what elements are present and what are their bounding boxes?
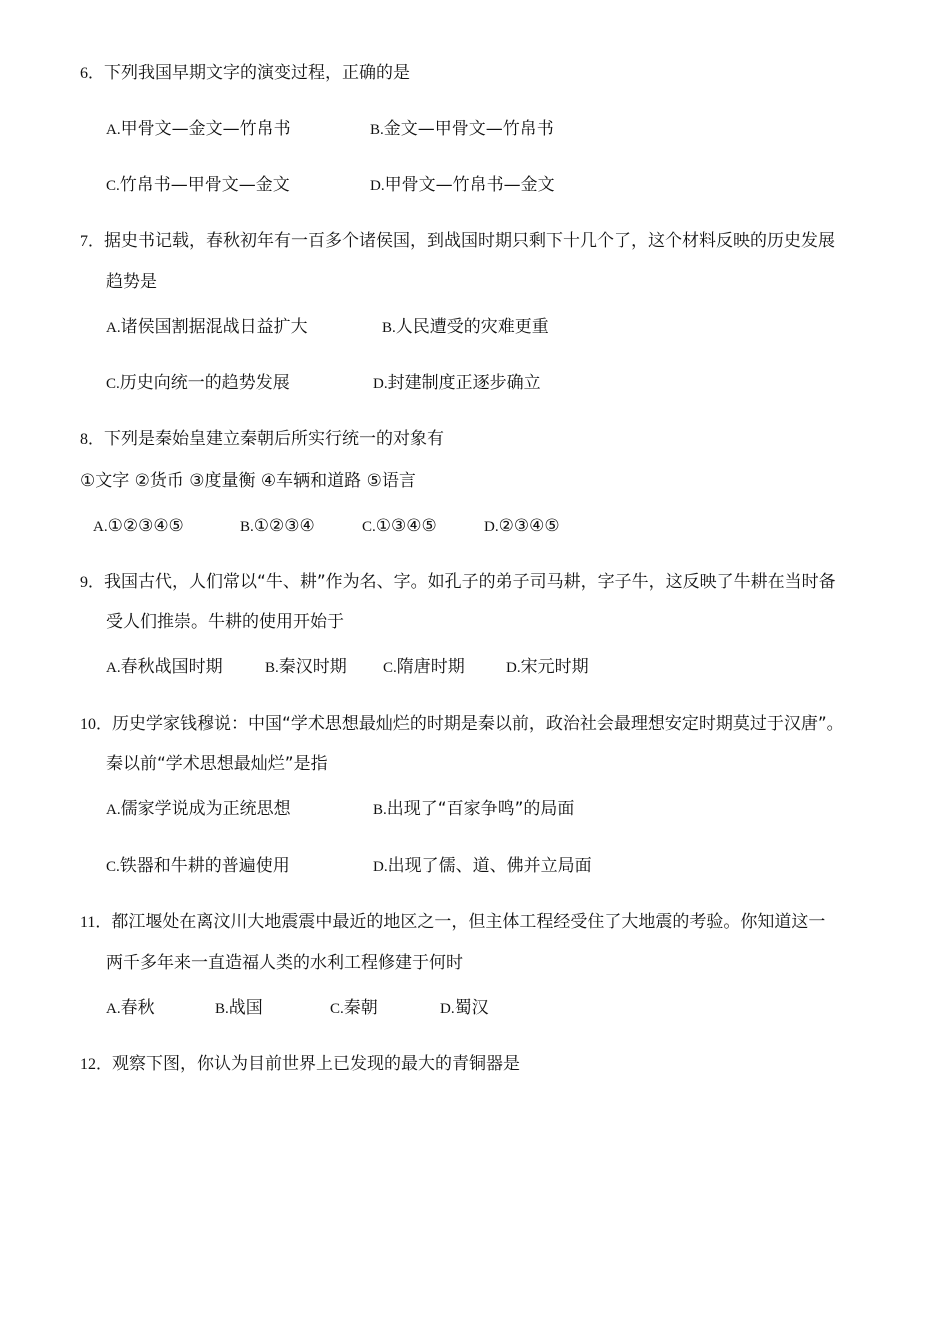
option-text: 儒家学说成为正统思想 <box>120 799 291 819</box>
option-letter: D. <box>506 660 521 676</box>
question-7-stem <box>80 231 835 252</box>
option-letter: B. <box>382 320 396 336</box>
question-text: 历史学家钱穆说：中国“学术思想最灿烂的时期是秦以前，政治社会最理想安定时期莫过于汉唐”。 <box>112 714 844 734</box>
option-letter: D. <box>440 1001 455 1017</box>
option-text: 春秋战国时期 <box>120 657 223 677</box>
question-6-stem <box>80 63 410 84</box>
option-letter: D. <box>370 178 385 194</box>
option-text: 蜀汉 <box>454 998 489 1018</box>
q6-option-b[interactable] <box>370 119 554 140</box>
option-text: ①②③④ <box>253 516 315 536</box>
option-text: 秦汉时期 <box>278 657 347 677</box>
question-text: 下列是秦始皇建立秦朝后所实行统一的对象有 <box>104 429 445 449</box>
option-letter: B. <box>240 519 254 535</box>
q7-option-c[interactable] <box>106 373 290 394</box>
option-text: 人民遭受的灾难更重 <box>395 317 549 337</box>
option-letter: B. <box>215 1001 229 1017</box>
option-text: ②③④⑤ <box>498 516 560 536</box>
q9-option-b[interactable] <box>265 657 347 678</box>
question-10-stem <box>80 714 844 735</box>
question-number: 10． <box>80 716 113 733</box>
q7-option-d[interactable] <box>373 373 541 394</box>
option-letter: A. <box>106 802 121 818</box>
q7-option-b[interactable] <box>382 317 549 338</box>
question-number: 6． <box>80 65 105 82</box>
q9-option-d[interactable] <box>506 657 589 678</box>
question-8-items: ①文字 ②货币 ③度量衡 ④车辆和道路 ⑤语言 <box>80 471 416 491</box>
q10-option-c[interactable] <box>106 856 290 877</box>
question-text: 下列我国早期文字的演变过程，正确的是 <box>104 63 411 83</box>
q11-option-a[interactable] <box>106 998 155 1019</box>
option-text: 竹帛书—甲骨文—金文 <box>119 175 290 195</box>
question-text: 观察下图，你认为目前世界上已发现的最大的青铜器是 <box>112 1054 521 1074</box>
option-text: 甲骨文—金文—竹帛书 <box>120 119 291 139</box>
q11-option-c[interactable] <box>330 998 378 1019</box>
q10-option-b[interactable] <box>373 799 574 820</box>
option-letter: D. <box>373 859 388 875</box>
option-letter: B. <box>373 802 387 818</box>
option-letter: D. <box>484 519 499 535</box>
q8-option-c[interactable] <box>362 516 437 537</box>
q7-option-a[interactable] <box>106 317 308 338</box>
option-letter: D. <box>373 376 388 392</box>
option-letter: C. <box>106 859 120 875</box>
option-text: 金文—甲骨文—竹帛书 <box>383 119 554 139</box>
option-text: 隋唐时期 <box>396 657 465 677</box>
option-text: 春秋 <box>120 998 155 1018</box>
option-letter: A. <box>106 660 121 676</box>
option-letter: C. <box>330 1001 344 1017</box>
question-number: 12． <box>80 1056 113 1073</box>
question-number: 7． <box>80 233 105 250</box>
q11-option-b[interactable] <box>215 998 263 1019</box>
question-text: 都江堰处在离汶川大地震震中最近的地区之一，但主体工程经受住了大地震的考验。你知道这一 <box>111 912 826 932</box>
option-text: ①③④⑤ <box>375 516 437 536</box>
q11-option-d[interactable] <box>440 998 489 1019</box>
q8-option-a[interactable] <box>93 516 184 537</box>
q10-option-d[interactable] <box>373 856 592 877</box>
q9-option-c[interactable] <box>383 657 465 678</box>
q6-option-c[interactable] <box>106 175 290 196</box>
question-7-stem-continued: 趋势是 <box>106 272 157 292</box>
option-letter: A. <box>106 1001 121 1017</box>
question-number: 8． <box>80 431 105 448</box>
option-letter: C. <box>106 178 120 194</box>
option-letter: B. <box>370 122 384 138</box>
question-text: 我国古代，人们常以“牛、耕”作为名、字。如孔子的弟子司马耕，字子牛，这反映了牛耕在当时备 <box>104 572 836 592</box>
question-11-stem-continued: 两千多年来一直造福人类的水利工程修建于何时 <box>106 953 463 973</box>
option-letter: A. <box>93 519 108 535</box>
option-text: 宋元时期 <box>520 657 589 677</box>
q8-option-b[interactable] <box>240 516 315 537</box>
question-12-stem <box>80 1054 520 1075</box>
q8-option-d[interactable] <box>484 516 560 537</box>
question-number: 11． <box>80 914 112 931</box>
option-letter: B. <box>265 660 279 676</box>
option-text: 诸侯国割据混战日益扩大 <box>120 317 308 337</box>
question-number: 9． <box>80 574 105 591</box>
option-text: 出现了“百家争鸣”的局面 <box>386 799 575 819</box>
option-letter: C. <box>106 376 120 392</box>
question-9-stem-continued: 受人们推崇。牛耕的使用开始于 <box>106 612 344 632</box>
q6-option-d[interactable] <box>370 175 555 196</box>
question-9-stem <box>80 572 836 593</box>
question-10-stem-continued: 秦以前“学术思想最灿烂”是指 <box>106 754 328 774</box>
q9-option-a[interactable] <box>106 657 223 678</box>
option-letter: C. <box>383 660 397 676</box>
option-text: 甲骨文—竹帛书—金文 <box>384 175 555 195</box>
option-text: 出现了儒、道、佛并立局面 <box>387 856 592 876</box>
option-text: 战国 <box>228 998 263 1018</box>
question-11-stem <box>80 912 825 933</box>
q6-option-a[interactable] <box>106 119 291 140</box>
option-text: 封建制度正逐步确立 <box>387 373 541 393</box>
option-text: ①②③④⑤ <box>107 516 184 536</box>
option-text: 秦朝 <box>343 998 378 1018</box>
option-text: 历史向统一的趋势发展 <box>119 373 290 393</box>
option-text: 铁器和牛耕的普遍使用 <box>119 856 290 876</box>
question-text: 据史书记载，春秋初年有一百多个诸侯国，到战国时期只剩下十几个了，这个材料反映的历史发展 <box>104 231 836 251</box>
question-8-stem <box>80 429 444 450</box>
option-letter: A. <box>106 320 121 336</box>
q10-option-a[interactable] <box>106 799 291 820</box>
option-letter: C. <box>362 519 376 535</box>
option-letter: A. <box>106 122 121 138</box>
